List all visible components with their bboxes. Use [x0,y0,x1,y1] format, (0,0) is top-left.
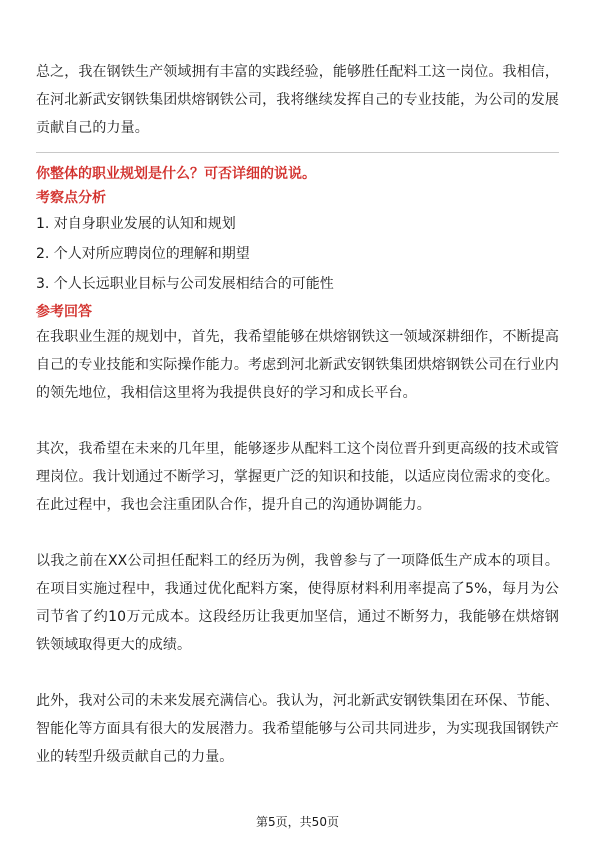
answer-paragraph: 在我职业生涯的规划中，首先，我希望能够在烘熔钢铁这一领域深耕细作，不断提高自己的专业技能和实际操作能力。考虑到河北新武安钢铁集团烘熔钢铁公司在行业内的领先地位，我相信这里将为我提供良好的学习和成长平台。 [36,329,559,401]
document-body [36,58,559,771]
intro-paragraph: 总之，我在钢铁生产领域拥有丰富的实践经验，能够胜任配料工这一岗位。我相信，在河北新武安钢铁集团烘熔钢铁公司，我将继续发挥自己的专业技能，为公司的发展贡献自己的力量。 [36,64,559,136]
page-number: 第5页，共50页 [256,815,339,829]
answer-paragraph: 此外，我对公司的未来发展充满信心。我认为，河北新武安钢铁集团在环保、节能、智能化等方面具有很大的发展潜力。我希望能够与公司共同进步，为实现我国钢铁产业的转型升级贡献自己的力量。 [36,693,559,765]
analysis-item: 1. 对自身职业发展的认知和规划 [36,216,236,232]
analysis-title: 考察点分析 [36,190,106,206]
answer-title: 参考回答 [36,304,92,320]
analysis-list [36,209,559,299]
section-divider [36,152,559,153]
answer-paragraph: 以我之前在XX公司担任配料工的经历为例，我曾参与了一项降低生产成本的项目。在项目实施过程中，我通过优化配料方案，使得原材料利用率提高了5%，每月为公司节省了约10万元成本。这段经历让我更加坚信，通过不断努力，我能够在烘熔钢铁领域取得更大的成绩。 [36,553,559,653]
answer-paragraph: 其次，我希望在未来的几年里，能够逐步从配料工这个岗位晋升到更高级的技术或管理岗位。我计划通过不断学习，掌握更广泛的知识和技能，以适应岗位需求的变化。在此过程中，我也会注重团队合作，提升自己的沟通协调能力。 [36,441,559,513]
analysis-item: 3. 个人长远职业目标与公司发展相结合的可能性 [36,276,334,292]
interview-question: 你整体的职业规划是什么？可否详细的说说。 [36,166,316,182]
analysis-item: 2. 个人对所应聘岗位的理解和期望 [36,246,250,262]
